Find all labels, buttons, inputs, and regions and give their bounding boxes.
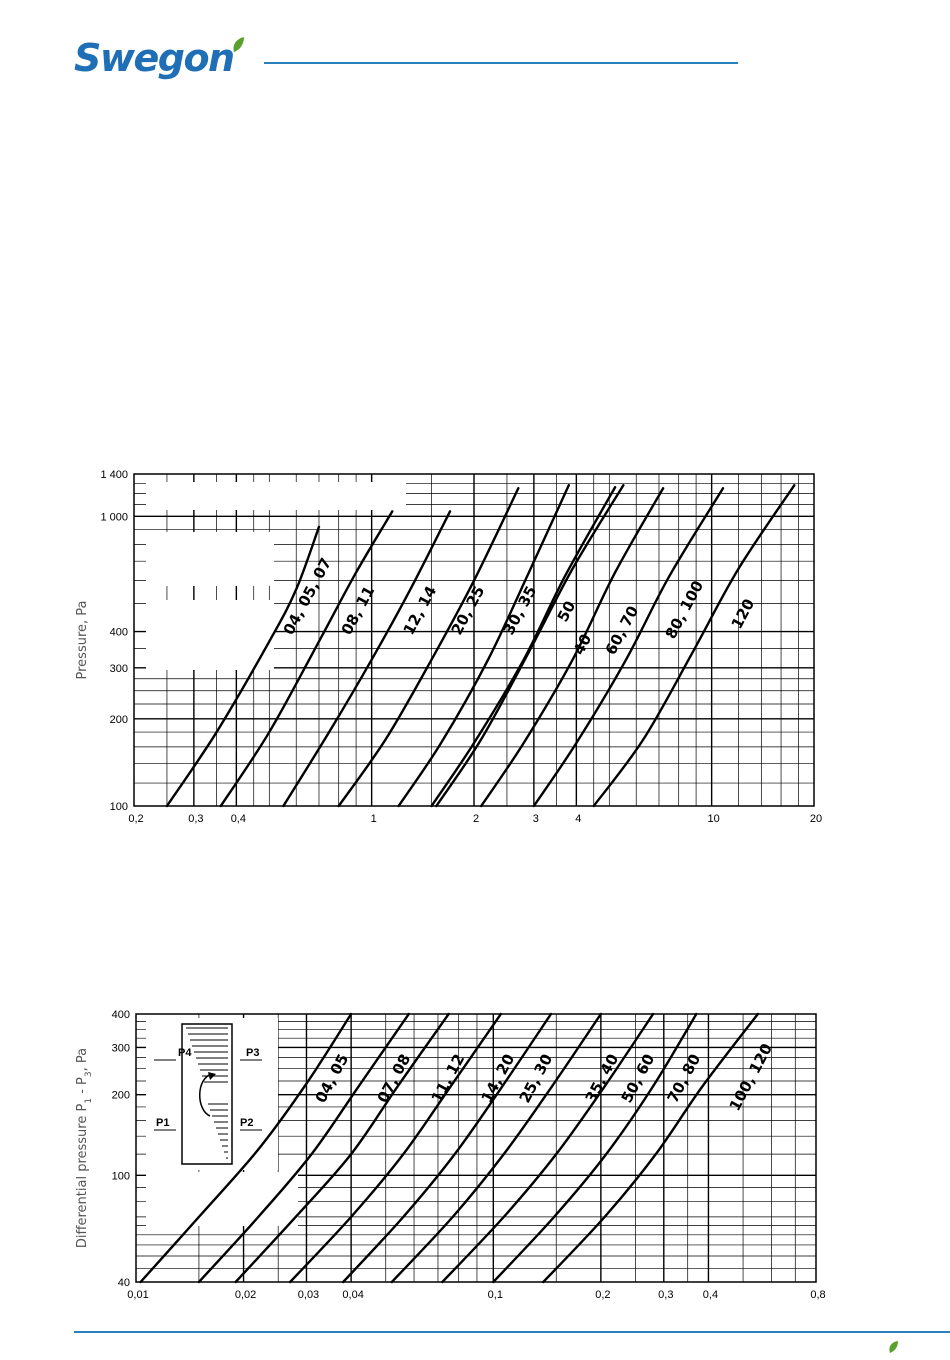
y-tick-label: 400 bbox=[109, 626, 128, 639]
series-label: 60, 70 bbox=[601, 602, 643, 658]
series-label: 14, 20 bbox=[477, 1050, 519, 1106]
series-label: 70, 80 bbox=[663, 1050, 705, 1106]
x-tick-label: 0,3 bbox=[188, 813, 204, 825]
y-axis-label-part: 3 bbox=[84, 1071, 94, 1078]
series-label: 50, 60 bbox=[617, 1050, 659, 1106]
y-axis-label-part: - P bbox=[75, 1077, 90, 1098]
x-tick-label: 0,3 bbox=[658, 1289, 674, 1301]
series-line bbox=[343, 1014, 551, 1282]
x-tick-label: 0,04 bbox=[342, 1289, 364, 1301]
footer-rule bbox=[74, 1331, 950, 1333]
x-tick-label: 0,4 bbox=[702, 1289, 719, 1301]
x-tick-label: 0,01 bbox=[127, 1289, 149, 1301]
pressure-point-label: P1 bbox=[156, 1117, 170, 1129]
y-tick-label: 200 bbox=[111, 1089, 130, 1102]
x-tick-label: 0,4 bbox=[230, 813, 246, 825]
y-tick-label: 300 bbox=[111, 1042, 130, 1055]
y-tick-label: 100 bbox=[111, 1170, 130, 1183]
swegon-logo: Swegon bbox=[74, 36, 234, 80]
x-tick-label: 0,1 bbox=[487, 1289, 503, 1301]
series-label: 25, 30 bbox=[515, 1050, 557, 1106]
pressure-point-label: P3 bbox=[246, 1047, 260, 1059]
y-tick-label: 1 000 bbox=[100, 511, 128, 524]
series-line bbox=[392, 1014, 601, 1282]
x-tick-label: 20 bbox=[809, 813, 823, 825]
series-label: 04, 05 bbox=[311, 1050, 353, 1106]
series-line bbox=[543, 1014, 758, 1282]
series-label: 04, 05, 07 bbox=[279, 554, 336, 638]
series-label: 20, 25 bbox=[447, 582, 489, 638]
series-label: 120 bbox=[727, 595, 759, 632]
x-tick-label: 0,8 bbox=[810, 1289, 826, 1301]
y-axis-label: Pressure, Pa bbox=[75, 600, 90, 680]
x-tick-label: 3 bbox=[532, 813, 539, 825]
pressure-point-label: P4 bbox=[178, 1047, 192, 1059]
x-tick-label: 4 bbox=[575, 813, 582, 825]
y-tick-label: 40 bbox=[117, 1277, 130, 1289]
series-label: 40 bbox=[569, 630, 596, 658]
series-label: 30, 35 bbox=[499, 582, 541, 638]
x-tick-label: 0,2 bbox=[128, 813, 144, 825]
y-axis-label-part: , Pa bbox=[75, 1047, 90, 1072]
y-tick-label: 400 bbox=[111, 1009, 130, 1021]
y-axis-label-part: Differential pressure P bbox=[75, 1103, 90, 1249]
series-label: 11, 12 bbox=[427, 1050, 469, 1106]
x-tick-label: 1 bbox=[370, 813, 377, 825]
pressure-point-label: P2 bbox=[240, 1117, 254, 1129]
x-tick-label: 2 bbox=[472, 813, 480, 825]
series-label: 80, 100 bbox=[661, 577, 708, 642]
series-label: 08, 11 bbox=[337, 582, 379, 638]
leaf-icon bbox=[887, 1340, 899, 1354]
series-label: 12, 14 bbox=[399, 582, 441, 638]
legend-mask bbox=[146, 1018, 278, 1170]
x-tick-label: 0,2 bbox=[595, 1289, 611, 1301]
y-tick-label: 1 400 bbox=[100, 469, 128, 481]
x-tick-label: 0,03 bbox=[297, 1289, 320, 1301]
series-label: 50 bbox=[553, 597, 580, 625]
x-tick-label: 10 bbox=[707, 813, 720, 825]
series-label: 100, 120 bbox=[725, 1040, 777, 1114]
y-axis-label-part: 1 bbox=[84, 1097, 94, 1104]
y-tick-label: 100 bbox=[109, 801, 128, 813]
y-axis-label bbox=[75, 1048, 94, 1248]
y-tick-label: 300 bbox=[109, 662, 128, 675]
x-tick-label: 0,02 bbox=[234, 1289, 257, 1301]
series-label: 35, 40 bbox=[581, 1050, 623, 1106]
y-tick-label: 200 bbox=[109, 713, 128, 726]
series-label: 07, 08 bbox=[373, 1050, 415, 1106]
